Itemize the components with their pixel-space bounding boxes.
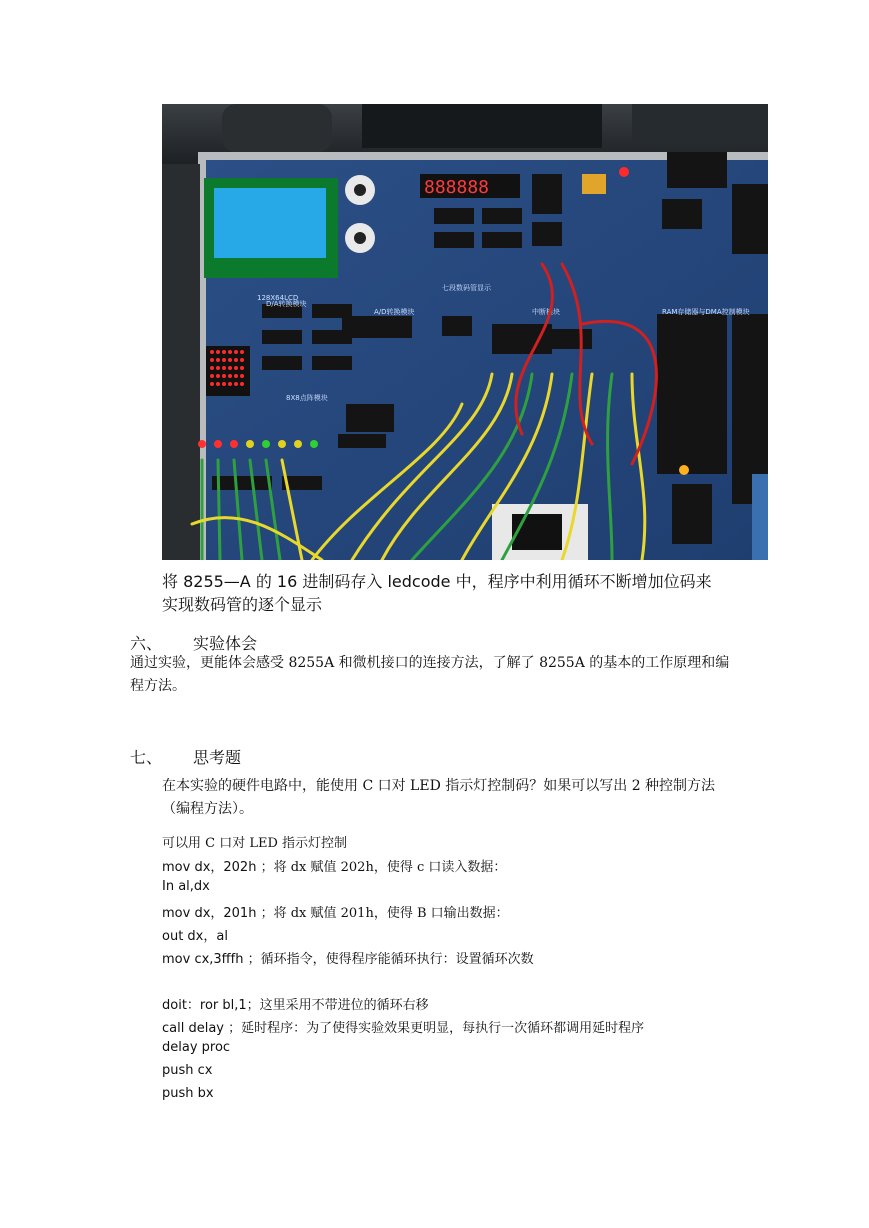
- code-line: [162, 1086, 214, 1101]
- code-line: [162, 1063, 212, 1078]
- int-label: 中断模块: [532, 308, 560, 316]
- ram-label: RAM存储器与DMA控制模块: [662, 308, 750, 316]
- board-illustration: [162, 104, 768, 560]
- code-comment: 延时程序：为了使得实验效果更明显，每执行一次循环都调用延时程序: [241, 1021, 645, 1036]
- section-6-number: 六、: [130, 634, 163, 653]
- code-text: delay proc: [162, 1040, 231, 1055]
- section-7-question: 在本实验的硬件电路中，能使用 C 口对 LED 指示灯控制码？如果可以写出 2 种控制方法（编程方法）。: [162, 778, 716, 817]
- section-7-number: 七、: [130, 748, 163, 767]
- code-comment: 循环指令，使得程序能循环执行：设置循环次数: [260, 952, 534, 967]
- seven-segment-digits: 888888: [424, 177, 490, 198]
- code-text: push cx: [162, 1063, 213, 1078]
- seg-label: 七段数码管显示: [442, 284, 491, 292]
- code-line: [162, 948, 534, 967]
- code-line: [162, 879, 210, 894]
- lcd-screen: [214, 188, 326, 258]
- code-line: [162, 856, 506, 875]
- code-line: [162, 925, 228, 944]
- ad-label: A/D转换模块: [374, 308, 415, 316]
- section-6-text: 通过实验，更能体会感受 8255A 和微机接口的连接方法，了解了 8255A 的基本的工作原理和编程方法。: [130, 655, 730, 694]
- code-text: out dx，al: [162, 929, 228, 944]
- experiment-board-photo: [162, 104, 768, 560]
- section-7-answer-intro: 可以用 C 口对 LED 指示灯控制: [162, 836, 348, 851]
- code-comment: 这里采用不带进位的循环右移: [259, 998, 429, 1013]
- code-text: call delay ；: [162, 1021, 242, 1036]
- caption-line-1: 将 8255—A 的 16 进制码存入 ledcode 中，程序中利用循环不断增加位码来: [162, 572, 712, 591]
- code-text: mov dx，201h ；: [162, 906, 274, 921]
- code-text: mov cx,3fffh ；: [162, 952, 261, 967]
- code-line: [162, 994, 429, 1013]
- caption-line-2: 实现数码管的逐个显示: [162, 595, 323, 614]
- code-text: In al,dx: [162, 879, 210, 894]
- code-line: [162, 1017, 644, 1036]
- section-6-title: 实验体会: [193, 634, 258, 653]
- lcd-label: 128X64LCD: [257, 294, 299, 302]
- code-text: doit：ror bl,1；: [162, 998, 260, 1013]
- section-7-heading: [130, 745, 530, 769]
- da-label: D/A转换模块: [266, 300, 307, 308]
- code-comment: 将 dx 赋值 202h，使得 c 口读入数据：: [273, 860, 507, 875]
- code-text: push bx: [162, 1086, 214, 1101]
- code-text: mov dx，202h ；: [162, 860, 274, 875]
- matrix-label: 8X8点阵模块: [286, 394, 328, 402]
- section-7-title: 思考题: [193, 748, 242, 767]
- code-line: [162, 1040, 230, 1055]
- code-comment: 将 dx 赋值 201h，使得 B 口输出数据：: [273, 906, 509, 921]
- device-left: [222, 104, 332, 152]
- code-line: [162, 902, 509, 921]
- keyboard-dark: [362, 104, 602, 148]
- photo-caption: [162, 570, 762, 616]
